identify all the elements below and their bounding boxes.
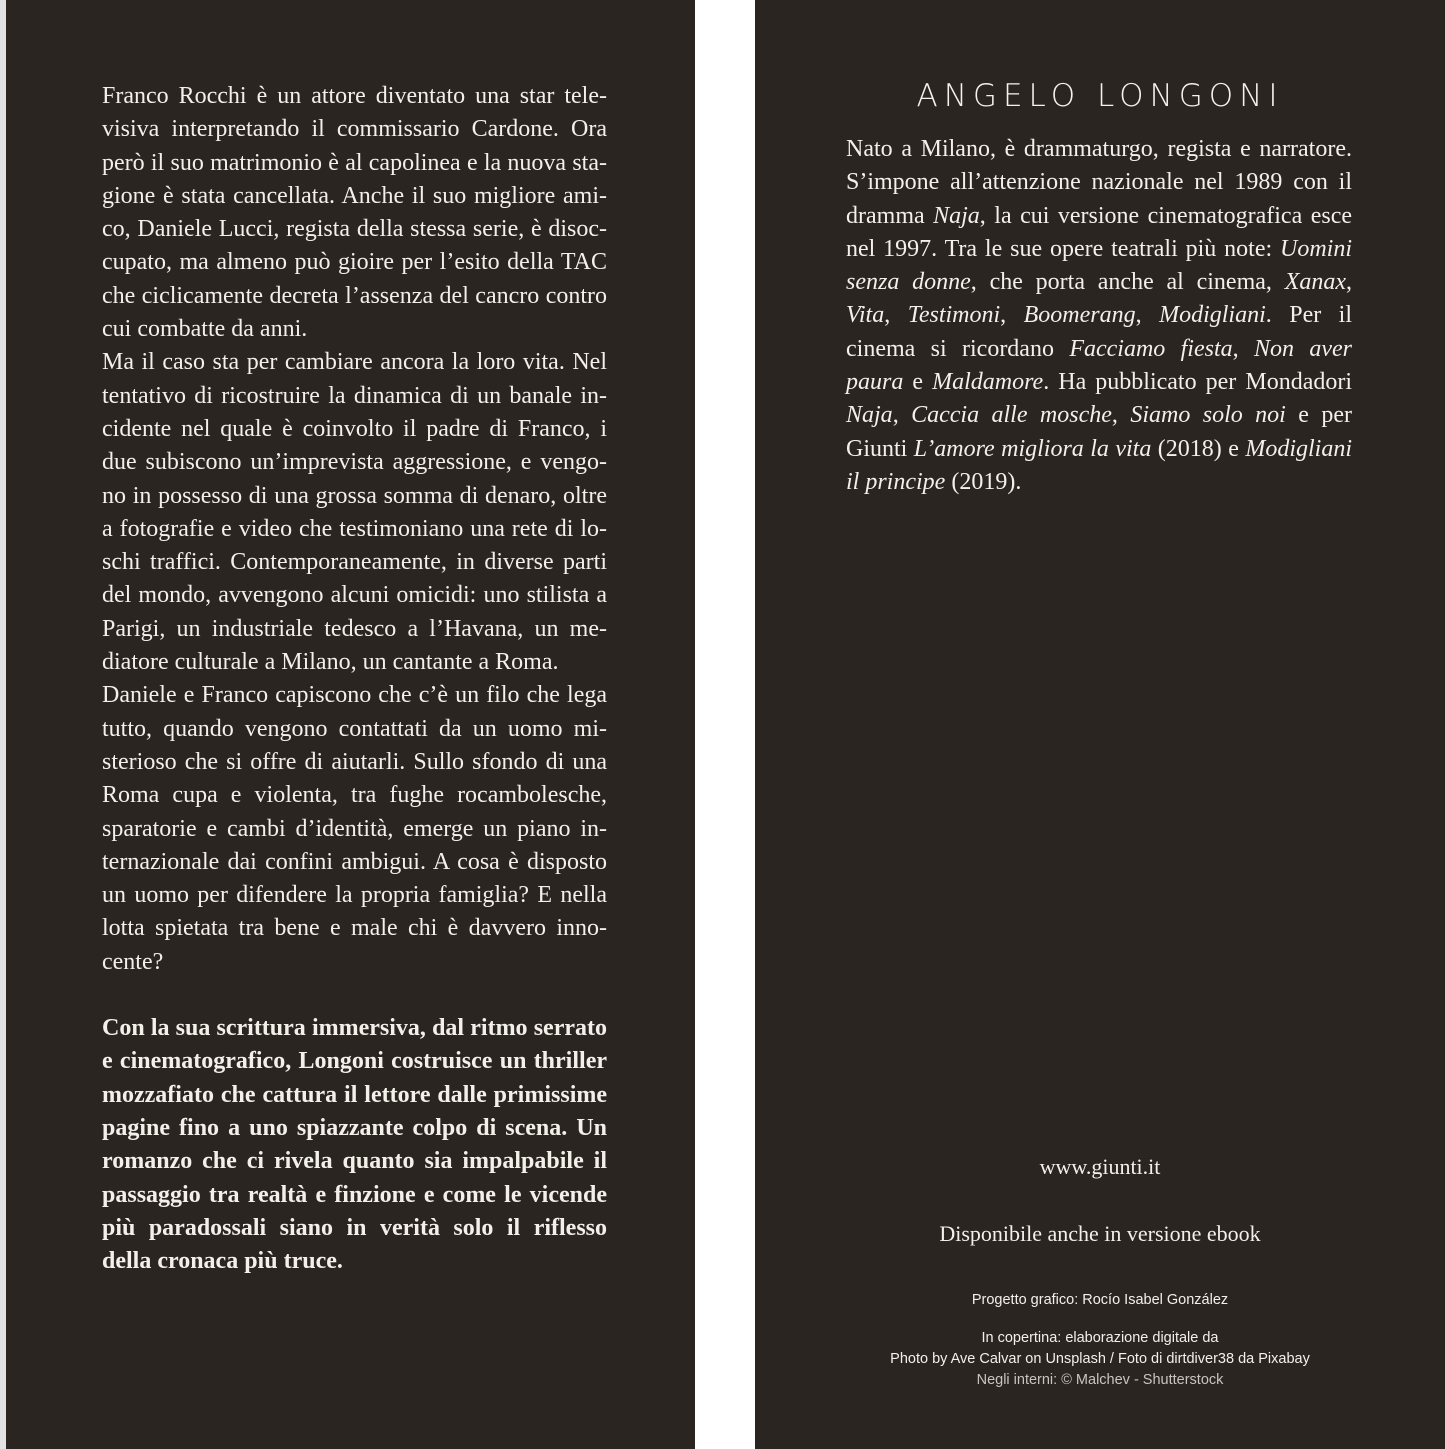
right-flap-panel	[755, 0, 1445, 1449]
bio-text-segment: ,	[892, 402, 912, 429]
bio-work-title: Caccia alle mosche	[911, 402, 1112, 429]
bio-text-segment: (2019).	[945, 468, 1022, 495]
interior-credit: Negli interni: © Malchev - Shutterstock	[976, 1372, 1224, 1388]
bio-work-title: Uomini senza donne	[846, 235, 1352, 296]
bio-text-segment: e per Giunti	[846, 402, 1352, 462]
bio-text-segment: ,	[884, 302, 908, 329]
bio-text-segment: ,	[1232, 335, 1254, 362]
bio-text-segment: (2018) e	[1151, 435, 1246, 462]
bio-work-title: Naja	[933, 202, 980, 229]
bio-text-segment: . Ha pubblicato per Mondadori	[1043, 369, 1353, 396]
bio-work-title: Xanax	[1284, 269, 1347, 296]
bio-text-segment: . Per il cinema si ricordano	[846, 302, 1353, 362]
bio-work-title: Maldamore	[932, 369, 1044, 396]
ebook-availability-note: Disponibile anche in versione ebook	[939, 1221, 1261, 1246]
bio-work-title: Naja	[846, 402, 893, 429]
bio-text-segment: , la cui versione cinematografica esce nel 1997. Tra le sue opere teatrali più note:	[846, 202, 1352, 262]
bio-text-segment: Nato a Milano, è drammaturgo, regista e narratore. S’impone all’attenzione nazionale nel 1989 con il dramma	[846, 136, 1352, 229]
bio-work-title: Modigliani il principe	[846, 435, 1353, 495]
bio-work-title: Boomerang	[1023, 302, 1136, 329]
bio-text-segment: , che porta anche al cinema,	[970, 269, 1285, 296]
synopsis-paragraph-3: Daniele e Franco capiscono che c’è un filo che lega tutto, quando vengono contattati da un uomo misterioso che si offre di aiutarli. Sullo sfondo di una Roma cupa e violenta, tra fughe rocambolesche, sparatorie e cambi d’identità, emerge un piano internazionale dai confini ambigui. A cosa è disposto un uomo per difendere la propria famiglia? E nella lotta spietata tra bene e male chi è davvero innocente?	[102, 682, 607, 975]
author-name: ANGELO LONGONI	[916, 78, 1284, 114]
bio-work-title: Siamo solo noi	[1130, 402, 1286, 429]
author-bio	[846, 133, 1352, 499]
bio-text-segment: ,	[1346, 269, 1353, 296]
bio-text-segment: e	[903, 369, 933, 396]
publisher-website: www.giunti.it	[1039, 1154, 1161, 1179]
cover-credit-line-2: Photo by Ave Calvar on Unsplash / Foto di dirtdiver38 da Pixabay	[890, 1351, 1310, 1367]
synopsis-paragraph-2: Ma il caso sta per cambiare ancora la loro vita. Nel tentativo di ricostruire la dinamica di un banale incidente nel quale è coinvolto il padre di Franco, i due subiscono un’imprevista aggressione, e vengono in possesso di una grossa somma di denaro, oltre a fotografie e video che testimoniano una rete di loschi traffici. Contemporaneamente, in diverse parti del mondo, avvengono alcuni omicidi: uno stilista a Parigi, un industriale tedesco a l’Havana, un mediatore culturale a Milano, un cantante a Roma.	[102, 349, 607, 676]
design-credit: Progetto grafico: Rocío Isabel González	[971, 1292, 1229, 1308]
cover-credit-line-1: In copertina: elaborazione digitale da	[981, 1330, 1219, 1346]
blurb-paragraph: Con la sua scrittura immersiva, dal ritmo serrato e cinematografico, Longoni costruisce un thriller mozzafiato che cattura il lettore dalle primissime pagine fino a uno spiazzante colpo di scena. Un romanzo che ci rivela quanto sia impalpabile il passaggio tra realtà e finzione e come le vicende più paradossali siano in verità solo il riflesso della cronaca più truce.	[102, 1015, 607, 1275]
bio-work-title: Non aver paura	[846, 335, 1352, 396]
bio-text-segment: ,	[1000, 302, 1024, 329]
left-flap-panel	[6, 0, 695, 1449]
bio-work-title: L’amore migliora la vita	[913, 435, 1152, 462]
synopsis-paragraph-1: Franco Rocchi è un attore diventato una star televisiva interpretando il commissario Cardone. Ora però il suo matrimonio è al capolinea e la nuova stagione è stata cancellata. Anche il suo migliore amico, Daniele Lucci, regista della stessa serie, è disoccupato, ma almeno può gioire per l’esito della TAC che ciclicamente decreta l’assenza del cancro contro cui combatte da anni.	[102, 83, 607, 343]
bio-work-title: Vita	[846, 302, 885, 329]
bio-text-segment: ,	[1111, 402, 1131, 429]
bio-work-title: Testimoni	[907, 302, 1001, 329]
bio-work-title: Modigliani	[1159, 302, 1266, 329]
synopsis-text-block	[102, 80, 607, 1278]
bio-text-segment: ,	[1135, 302, 1160, 329]
bio-work-title: Facciamo fiesta	[1069, 335, 1233, 362]
